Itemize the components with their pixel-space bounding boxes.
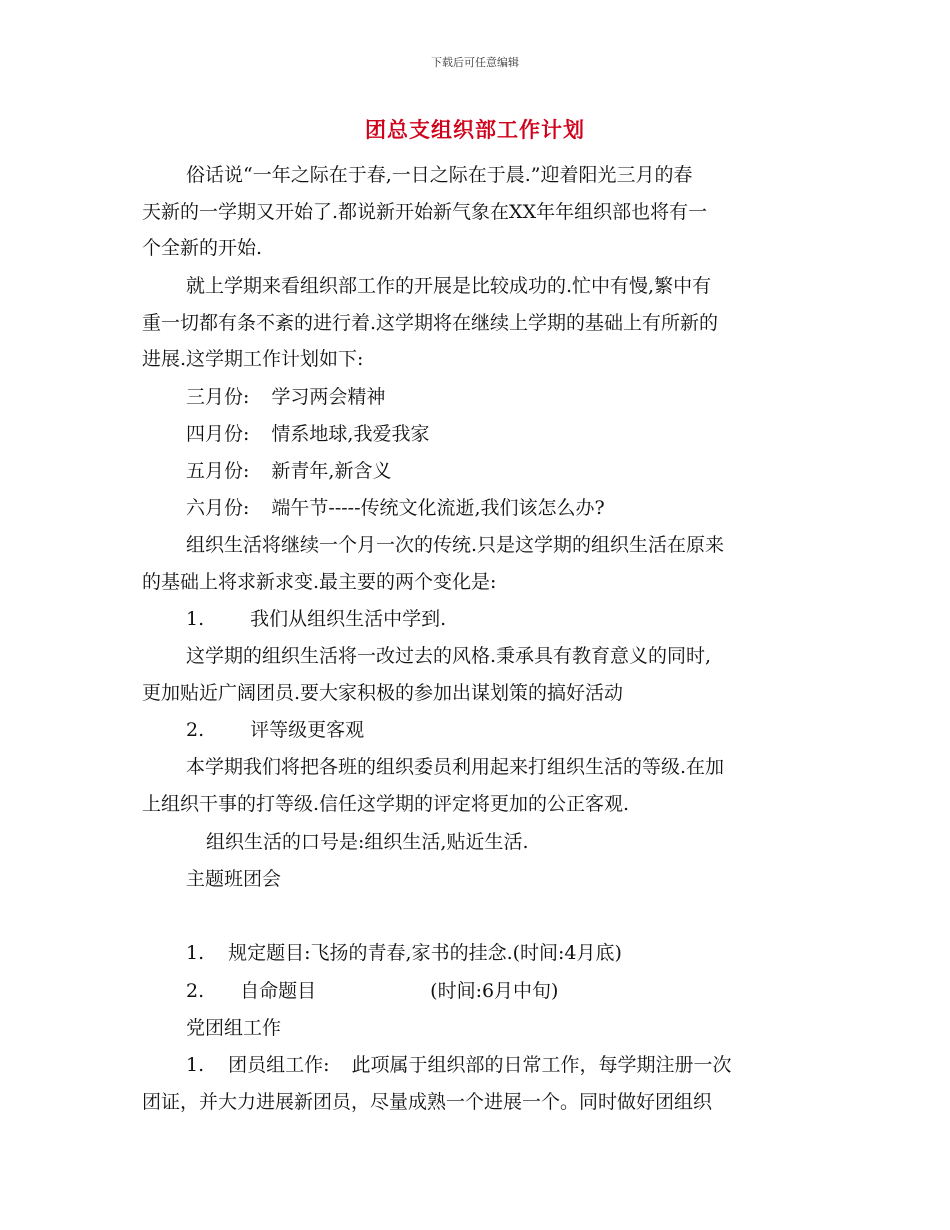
month-item [186,496,605,520]
paragraph-line: 俗话说“一年之际在于春,一日之际在于晨.”迎着阳光三月的春 [186,164,693,186]
month-item [186,422,429,446]
paragraph-line: 重一切都有条不紊的进行着.这学期将在继续上学期的基础上有所新的 [142,312,719,334]
month-item [186,459,391,483]
numbered-item [186,979,558,1003]
paragraph-line: 本学期我们将把各班的组织委员利用起来打组织生活的等级.在加 [186,756,725,778]
page-header: 下载后可任意编辑 [431,56,519,69]
month-item [186,385,385,409]
paragraph-line: 天新的一学期又开始了.都说新开始新气象在XX年年组织部也将有一 [142,201,708,223]
section-heading: 主题班团会 [186,868,282,890]
item-number: 2. [186,980,205,1002]
paragraph-line: 这学期的组织生活将一改过去的风格.秉承具有教育意义的同时, [186,645,712,667]
slogan-line: 组织生活的口号是:组织生活,贴近生活. [206,831,529,853]
paragraph-line: 组织生活将继续一个月一次的传统.只是这学期的组织生活在原来 [186,534,725,556]
section-heading: 党团组工作 [186,1017,282,1039]
month-content: 端午节-----传统文化流逝,我们该怎么办? [271,497,605,519]
item-label: 团员组工作: [228,1054,330,1076]
numbered-item [186,941,622,965]
item-text: 自命题目 [240,980,317,1002]
numbered-item [186,718,364,742]
paragraph-line: 就上学期来看组织部工作的开展是比较成功的.忙中有慢,繁中有 [186,275,712,297]
month-label: 六月份: [186,497,250,519]
numbered-item [186,1053,732,1077]
item-number: 1. [186,942,205,964]
month-content: 情系地球,我爱我家 [271,423,430,445]
month-label: 四月份: [186,423,250,445]
month-content: 新青年,新含义 [271,460,392,482]
item-text: 我们从组织生活中学到. [250,608,447,630]
paragraph-line: 上组织干事的打等级.信任这学期的评定将更加的公正客观. [142,793,630,815]
paragraph-line: 的基础上将求新求变.最主要的两个变化是: [142,571,497,593]
month-label: 五月份: [186,460,250,482]
month-content: 学习两会精神 [271,386,386,408]
month-label: 三月份: [186,386,250,408]
paragraph-line: 进展.这学期工作计划如下: [142,348,364,370]
item-text: 规定题目:飞扬的青春,家书的挂念.(时间:4月底) [228,942,622,964]
item-number: 1. [186,1054,205,1076]
paragraph-line: 个全新的开始. [142,237,263,259]
item-number: 1. [186,608,205,630]
item-text: 此项属于组织部的日常工作，每学期注册一次 [351,1054,732,1076]
numbered-item [186,607,446,631]
paragraph-line: 团证，并大力进展新团员，尽量成熟一个进展一个。同时做好团组织 [142,1091,713,1113]
document-title: 团总支组织部工作计划 [365,118,585,142]
item-time: (时间:6月中旬) [430,980,559,1002]
paragraph-line: 更加贴近广阔团员.要大家积极的参加出谋划策的搞好活动 [142,682,624,704]
item-number: 2. [186,719,205,741]
item-text: 评等级更客观 [250,719,365,741]
